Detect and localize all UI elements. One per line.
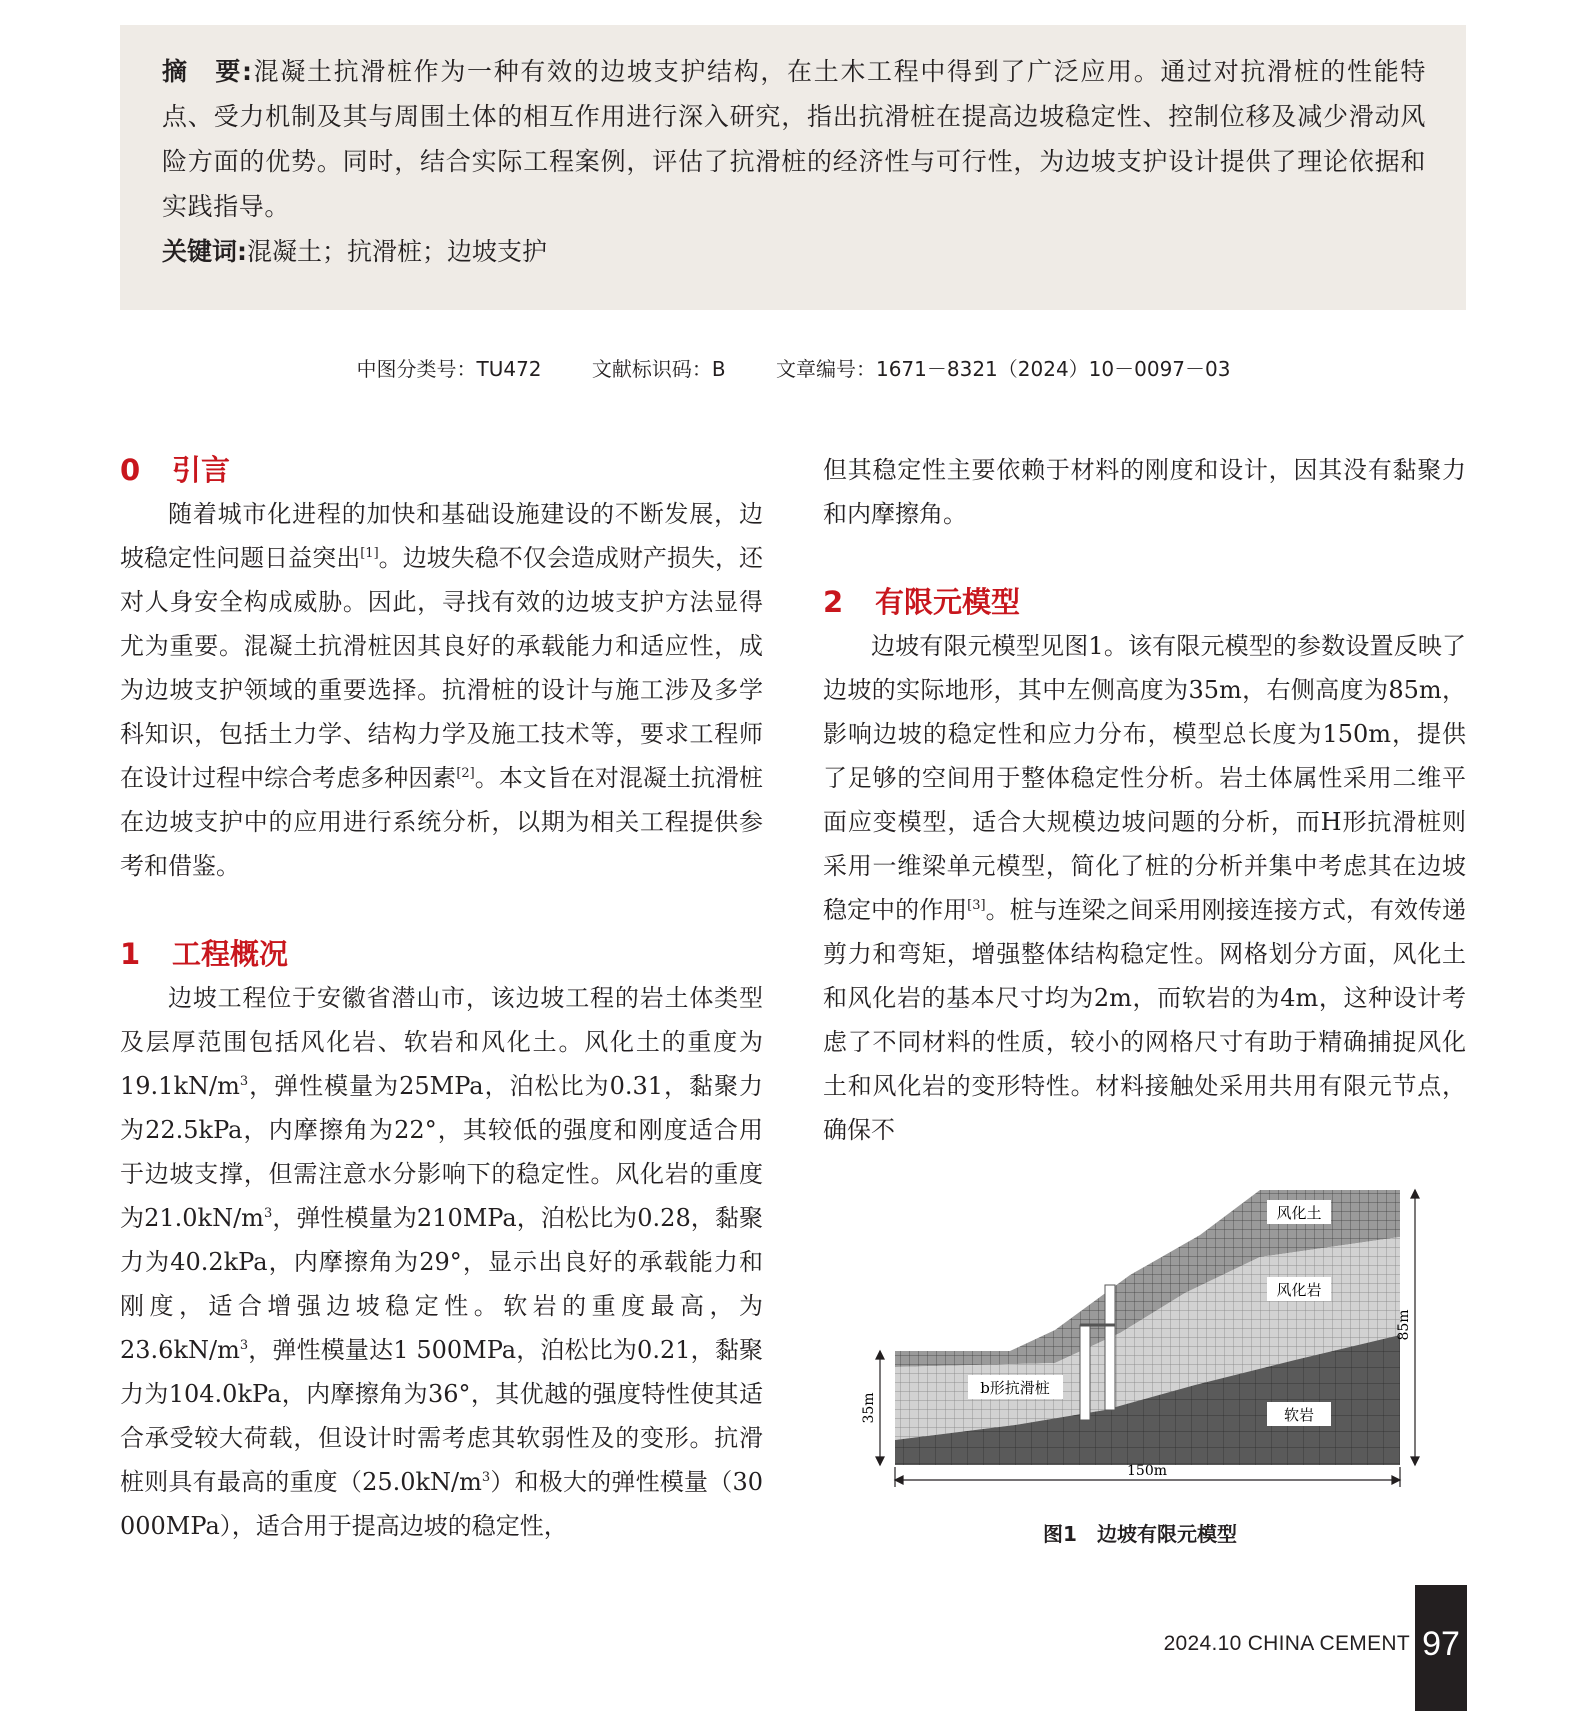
dimension-right-label: 85m [1396, 1309, 1412, 1341]
section-0-paragraph [120, 492, 763, 888]
section-0-text-a: 随着城市化进程的加快和基础设施建设的不断发展，边坡稳定性问题日益突出 [120, 500, 763, 572]
section-1-number: 1 [120, 937, 141, 971]
keywords-label: 关键词: [162, 237, 247, 266]
label-weathered-rock-text: 风化岩 [1276, 1281, 1322, 1299]
section-2-text-a: 边坡有限元模型见图1。该有限元模型的参数设置反映了边坡的实际地形，其中左侧高度为35m，右侧高度为85m，影响边坡的稳定性和应力分布，模型总长度为150m，提供了足够的空间用于整体稳定性分析。岩土体属性采用二维平面应变模型，适合大规模边坡问题的分析，而H形抗滑桩则采用一维梁单元模型，简化了桩的分析并集中考虑其在边坡稳定中的作用 [823, 632, 1466, 924]
keywords-text: 混凝土；抗滑桩；边坡支护 [247, 237, 548, 266]
section-0-text-c: 。本文旨在对混凝土抗滑桩在边坡支护中的应用进行系统分析，以期为相关工程提供参考和借鉴。 [120, 764, 764, 880]
section-1-paragraph [120, 976, 763, 1548]
citation-1: [1] [360, 546, 379, 561]
abstract-text: 混凝土抗滑桩作为一种有效的边坡支护结构，在土木工程中得到了广泛应用。通过对抗滑桩的性能特点、受力机制及其与周围土体的相互作用进行深入研究，指出抗滑桩在提高边坡稳定性、控制位移及减少滑动风险方面的优势。同时，结合实际工程案例，评估了抗滑桩的经济性与可行性，为边坡支护设计提供了理论依据和实践指导。 [162, 57, 1426, 221]
label-weathered-soil [1267, 1200, 1331, 1224]
section-2-text-b: 。桩与连梁之间采用刚接连接方式，有效传递剪力和弯矩，增强整体结构稳定性。网格划分方面，风化土和风化岩的基本尺寸均为2m，而软岩的为4m，这种设计考虑了不同材料的性质，较小的网格尺寸有助于精确捕捉风化土和风化岩的变形特性。材料接触处采用共用有限元节点，确保不 [823, 896, 1467, 1144]
left-column [120, 448, 763, 1548]
label-pile [968, 1375, 1063, 1399]
section-2-heading [823, 580, 1466, 624]
section-1-text-3: ，弹性模量为210MPa，泊松比为0.28，黏聚力为40.2kPa，内摩擦角为29°，显示出良好的承载能力和刚度，适合增强边坡稳定性。软岩的重度最高，为23.6kN/m [120, 1204, 764, 1364]
abstract-paragraph [162, 49, 1426, 229]
pile-right [1105, 1285, 1115, 1410]
label-soft-rock-text: 软岩 [1283, 1406, 1315, 1424]
section-1-text-2: ，弹性模量为25MPa，泊松比为0.31，黏聚力为22.5kPa，内摩擦角为22°，其较低的强度和刚度适合用于边坡支撑，但需注意水分影响下的稳定性。风化岩的重度为21.0kN/m [120, 1072, 763, 1232]
label-pile-text: b形抗滑桩 [980, 1379, 1050, 1397]
dimension-bottom-label: 150m [1127, 1463, 1167, 1479]
section-1-heading [120, 932, 763, 976]
section-0-text-b: 。边坡失稳不仅会造成财产损失，还对人身安全构成威胁。因此，寻找有效的边坡支护方法显得尤为重要。混凝土抗滑桩因其良好的承载能力和适应性，成为边坡支护领域的重要选择。抗滑桩的设计与施工涉及多学科知识，包括土力学、结构力学及施工技术等，要求工程师在设计过程中综合考虑多种因素 [120, 544, 764, 792]
figure-caption: 图1 边坡有限元模型 [1043, 1522, 1237, 1546]
label-weathered-soil-text: 风化土 [1276, 1204, 1322, 1222]
section-1-continuation: 但其稳定性主要依赖于材料的刚度和设计，因其没有黏聚力和内摩擦角。 [823, 456, 1466, 528]
section-1-text-5: ）和极大的弹性模量（30 000MPa），适合用于提高边坡的稳定性， [120, 1468, 764, 1540]
dimension-left-label: 35m [861, 1392, 877, 1424]
section-1-text-4: ，弹性模量达1 500MPa，泊松比为0.21，黏聚力为104.0kPa，内摩擦角为36°，其优越的强度特性使其适合承受较大荷载，但设计时需考虑其软弱性及的变形。抗滑桩则具有最高的重度（25.0kN/m [120, 1336, 763, 1496]
clc-number: 中图分类号：TU472 [356, 357, 542, 381]
label-weathered-rock [1267, 1277, 1331, 1301]
article-number: 文章编号：1671－8321（2024）10－0097－03 [775, 357, 1231, 381]
keywords-line [162, 229, 1426, 274]
superscript-3: 3 [263, 1206, 273, 1221]
page-number: 97 [1422, 1625, 1460, 1663]
section-1-title: 工程概况 [172, 937, 289, 971]
right-column [823, 448, 1466, 1152]
slope-fem-diagram [855, 1175, 1425, 1495]
figure-1 [855, 1175, 1425, 1495]
journal-footer: 2024.10 CHINA CEMENT [1163, 1632, 1410, 1655]
superscript-3: 3 [481, 1470, 491, 1485]
pile-left [1080, 1325, 1090, 1420]
label-soft-rock [1267, 1402, 1331, 1426]
citation-2: [2] [456, 766, 475, 781]
abstract-box [120, 25, 1466, 310]
section-0-number: 0 [120, 453, 141, 487]
section-2-title: 有限元模型 [875, 585, 1021, 619]
section-0-title: 引言 [172, 453, 231, 487]
superscript-3: 3 [239, 1074, 249, 1089]
section-0-heading [120, 448, 763, 492]
abstract-label: 摘 要: [162, 57, 253, 86]
citation-3: [3] [967, 898, 986, 913]
section-2-number: 2 [823, 585, 844, 619]
document-code: 文献标识码：B [591, 357, 726, 381]
section-1-text-1: 边坡工程位于安徽省潜山市，该边坡工程的岩土体类型及层厚范围包括风化岩、软岩和风化土。风化土的重度为19.1kN/m [120, 984, 763, 1100]
classification-line [0, 353, 1587, 382]
superscript-3: 3 [239, 1338, 249, 1353]
section-2-paragraph [823, 624, 1466, 1152]
